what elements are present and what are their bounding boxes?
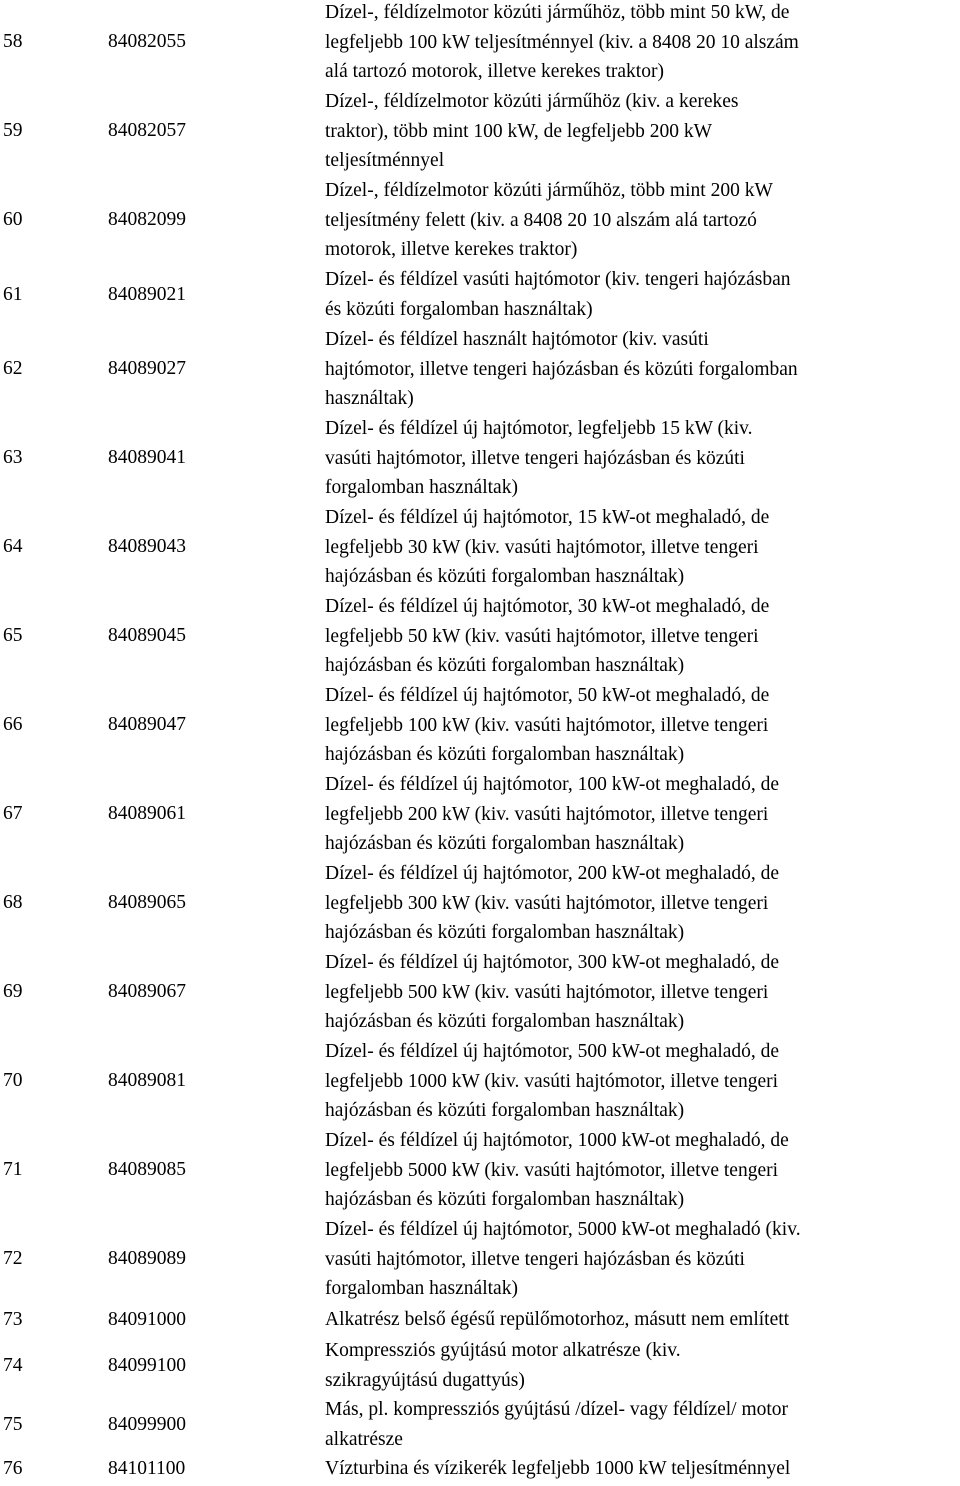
product-description <box>325 1336 960 1395</box>
product-code: 84089043 <box>108 536 186 557</box>
description-line: hajózásban és közúti forgalomban használtak) <box>325 566 685 587</box>
product-code: 84089021 <box>108 284 186 305</box>
product-code: 84091000 <box>108 1309 186 1330</box>
product-description <box>325 592 960 681</box>
row-number: 64 <box>3 536 23 557</box>
description-line: legfeljebb 30 kW (kiv. vasúti hajtómotor, illetve tengeri <box>325 536 759 558</box>
product-code: 84089041 <box>108 447 186 468</box>
product-description <box>325 325 960 414</box>
description-line: Dízel- és féldízel használt hajtómotor (kiv. vasúti <box>325 329 709 350</box>
description-line: Dízel-, féldízelmotor közúti járműhöz, több mint 50 kW, de <box>325 2 790 23</box>
row-number: 71 <box>3 1159 23 1180</box>
description-line: szikragyújtású dugattyús) <box>325 1369 525 1391</box>
description-line: és közúti forgalomban használtak) <box>325 298 593 320</box>
product-description <box>325 503 960 592</box>
row-number: 58 <box>3 31 23 52</box>
description-line: legfeljebb 500 kW (kiv. vasúti hajtómotor, illetve tengeri <box>325 981 769 1003</box>
product-code: 84082055 <box>108 31 186 52</box>
description-line: teljesítménnyel <box>325 150 445 171</box>
product-description <box>325 948 960 1037</box>
description-line: Dízel- és féldízel új hajtómotor, 500 kW-ot meghaladó, de <box>325 1041 780 1062</box>
product-description <box>325 1215 960 1304</box>
description-line: Dízel-, féldízelmotor közúti járműhöz (kiv. a kerekes <box>325 91 739 112</box>
product-description <box>325 1395 960 1454</box>
description-line: Dízel- és féldízel új hajtómotor, 15 kW-ot meghaladó, de <box>325 507 770 528</box>
row-number: 76 <box>3 1458 23 1479</box>
description-line: legfeljebb 200 kW (kiv. vasúti hajtómotor, illetve tengeri <box>325 803 769 825</box>
description-line: Kompressziós gyújtású motor alkatrésze (kiv. <box>325 1340 681 1361</box>
description-line: legfeljebb 5000 kW (kiv. vasúti hajtómotor, illetve tengeri <box>325 1159 779 1181</box>
description-line: alkatrésze <box>325 1428 403 1450</box>
row-number: 73 <box>3 1309 23 1330</box>
product-description <box>325 87 960 176</box>
description-line: hajtómotor, illetve tengeri hajózásban és közúti forgalomban <box>325 358 798 380</box>
description-line: legfeljebb 1000 kW (kiv. vasúti hajtómotor, illetve tengeri <box>325 1070 779 1092</box>
description-line: hajózásban és közúti forgalomban használtak) <box>325 1189 685 1210</box>
product-description <box>325 681 960 770</box>
description-line: teljesítmény felett (kiv. a 8408 20 10 alszám alá tartozó <box>325 209 757 231</box>
row-number: 67 <box>3 803 23 824</box>
product-code: 84101100 <box>108 1458 186 1479</box>
description-line: vasúti hajtómotor, illetve tengeri hajózásban és közúti <box>325 1248 745 1270</box>
description-line: hajózásban és közúti forgalomban használtak) <box>325 744 685 765</box>
description-line: hajózásban és közúti forgalomban használtak) <box>325 1011 685 1032</box>
product-description <box>325 176 960 265</box>
product-code: 84089047 <box>108 714 186 735</box>
row-number: 60 <box>3 209 23 230</box>
description-line: Vízturbina és vízikerék legfeljebb 1000 kW teljesítménnyel <box>325 1458 791 1479</box>
product-description <box>325 1037 960 1126</box>
product-code: 84099900 <box>108 1414 186 1435</box>
description-line: legfeljebb 50 kW (kiv. vasúti hajtómotor, illetve tengeri <box>325 625 759 647</box>
description-line: Dízel-, féldízelmotor közúti járműhöz, több mint 200 kW <box>325 180 773 201</box>
product-description <box>325 414 960 503</box>
row-number: 69 <box>3 981 23 1002</box>
description-line: legfeljebb 100 kW teljesítménnyel (kiv. a 8408 20 10 alszám <box>325 31 799 53</box>
product-code: 84089065 <box>108 892 186 913</box>
product-code: 84089085 <box>108 1159 186 1180</box>
row-number: 66 <box>3 714 23 735</box>
product-description <box>325 1305 960 1335</box>
description-line: Dízel- és féldízel új hajtómotor, 5000 kW-ot meghaladó (kiv. <box>325 1219 801 1240</box>
product-code: 84089061 <box>108 803 186 824</box>
description-line: forgalomban használtak) <box>325 477 518 498</box>
product-description <box>325 1126 960 1215</box>
product-code: 84089067 <box>108 981 186 1002</box>
row-number: 65 <box>3 625 23 646</box>
product-description <box>325 859 960 948</box>
product-description <box>325 265 960 324</box>
description-line: forgalomban használtak) <box>325 1278 518 1299</box>
product-code: 84089089 <box>108 1248 186 1269</box>
row-number: 61 <box>3 284 23 305</box>
row-number: 62 <box>3 358 23 379</box>
description-line: traktor), több mint 100 kW, de legfeljebb 200 kW <box>325 120 713 142</box>
description-line: Alkatrész belső égésű repülőmotorhoz, másutt nem említett <box>325 1309 790 1330</box>
product-code: 84089081 <box>108 1070 186 1091</box>
product-description <box>325 1454 960 1484</box>
description-line: alá tartozó motorok, illetve kerekes traktor) <box>325 61 664 82</box>
description-line: Dízel- és féldízel új hajtómotor, 200 kW-ot meghaladó, de <box>325 863 780 884</box>
description-line: hajózásban és közúti forgalomban használtak) <box>325 655 685 676</box>
product-code: 84082099 <box>108 209 186 230</box>
description-line: motorok, illetve kerekes traktor) <box>325 239 578 260</box>
description-line: Dízel- és féldízel vasúti hajtómotor (kiv. tengeri hajózásban <box>325 269 791 290</box>
description-line: hajózásban és közúti forgalomban használtak) <box>325 833 685 854</box>
description-line: Dízel- és féldízel új hajtómotor, 50 kW-ot meghaladó, de <box>325 685 770 706</box>
row-number: 68 <box>3 892 23 913</box>
row-number: 75 <box>3 1414 23 1435</box>
description-line: legfeljebb 300 kW (kiv. vasúti hajtómotor, illetve tengeri <box>325 892 769 914</box>
description-line: használtak) <box>325 388 414 409</box>
row-number: 74 <box>3 1355 23 1376</box>
product-description <box>325 770 960 859</box>
product-code: 84089027 <box>108 358 186 379</box>
row-number: 63 <box>3 447 23 468</box>
product-code: 84089045 <box>108 625 186 646</box>
product-code: 84082057 <box>108 120 186 141</box>
description-line: Dízel- és féldízel új hajtómotor, legfeljebb 15 kW (kiv. <box>325 418 753 439</box>
row-number: 59 <box>3 120 23 141</box>
row-number: 72 <box>3 1248 23 1269</box>
product-description <box>325 0 960 87</box>
description-line: hajózásban és közúti forgalomban használtak) <box>325 922 685 943</box>
description-line: Dízel- és féldízel új hajtómotor, 100 kW-ot meghaladó, de <box>325 774 780 795</box>
description-line: Dízel- és féldízel új hajtómotor, 300 kW-ot meghaladó, de <box>325 952 780 973</box>
description-line: Dízel- és féldízel új hajtómotor, 30 kW-ot meghaladó, de <box>325 596 770 617</box>
row-number: 70 <box>3 1070 23 1091</box>
description-line: Más, pl. kompressziós gyújtású /dízel- vagy féldízel/ motor <box>325 1399 789 1420</box>
product-code: 84099100 <box>108 1355 186 1376</box>
description-line: vasúti hajtómotor, illetve tengeri hajózásban és közúti <box>325 447 745 469</box>
description-line: Dízel- és féldízel új hajtómotor, 1000 kW-ot meghaladó, de <box>325 1130 789 1151</box>
description-line: hajózásban és közúti forgalomban használtak) <box>325 1100 685 1121</box>
description-line: legfeljebb 100 kW (kiv. vasúti hajtómotor, illetve tengeri <box>325 714 769 736</box>
